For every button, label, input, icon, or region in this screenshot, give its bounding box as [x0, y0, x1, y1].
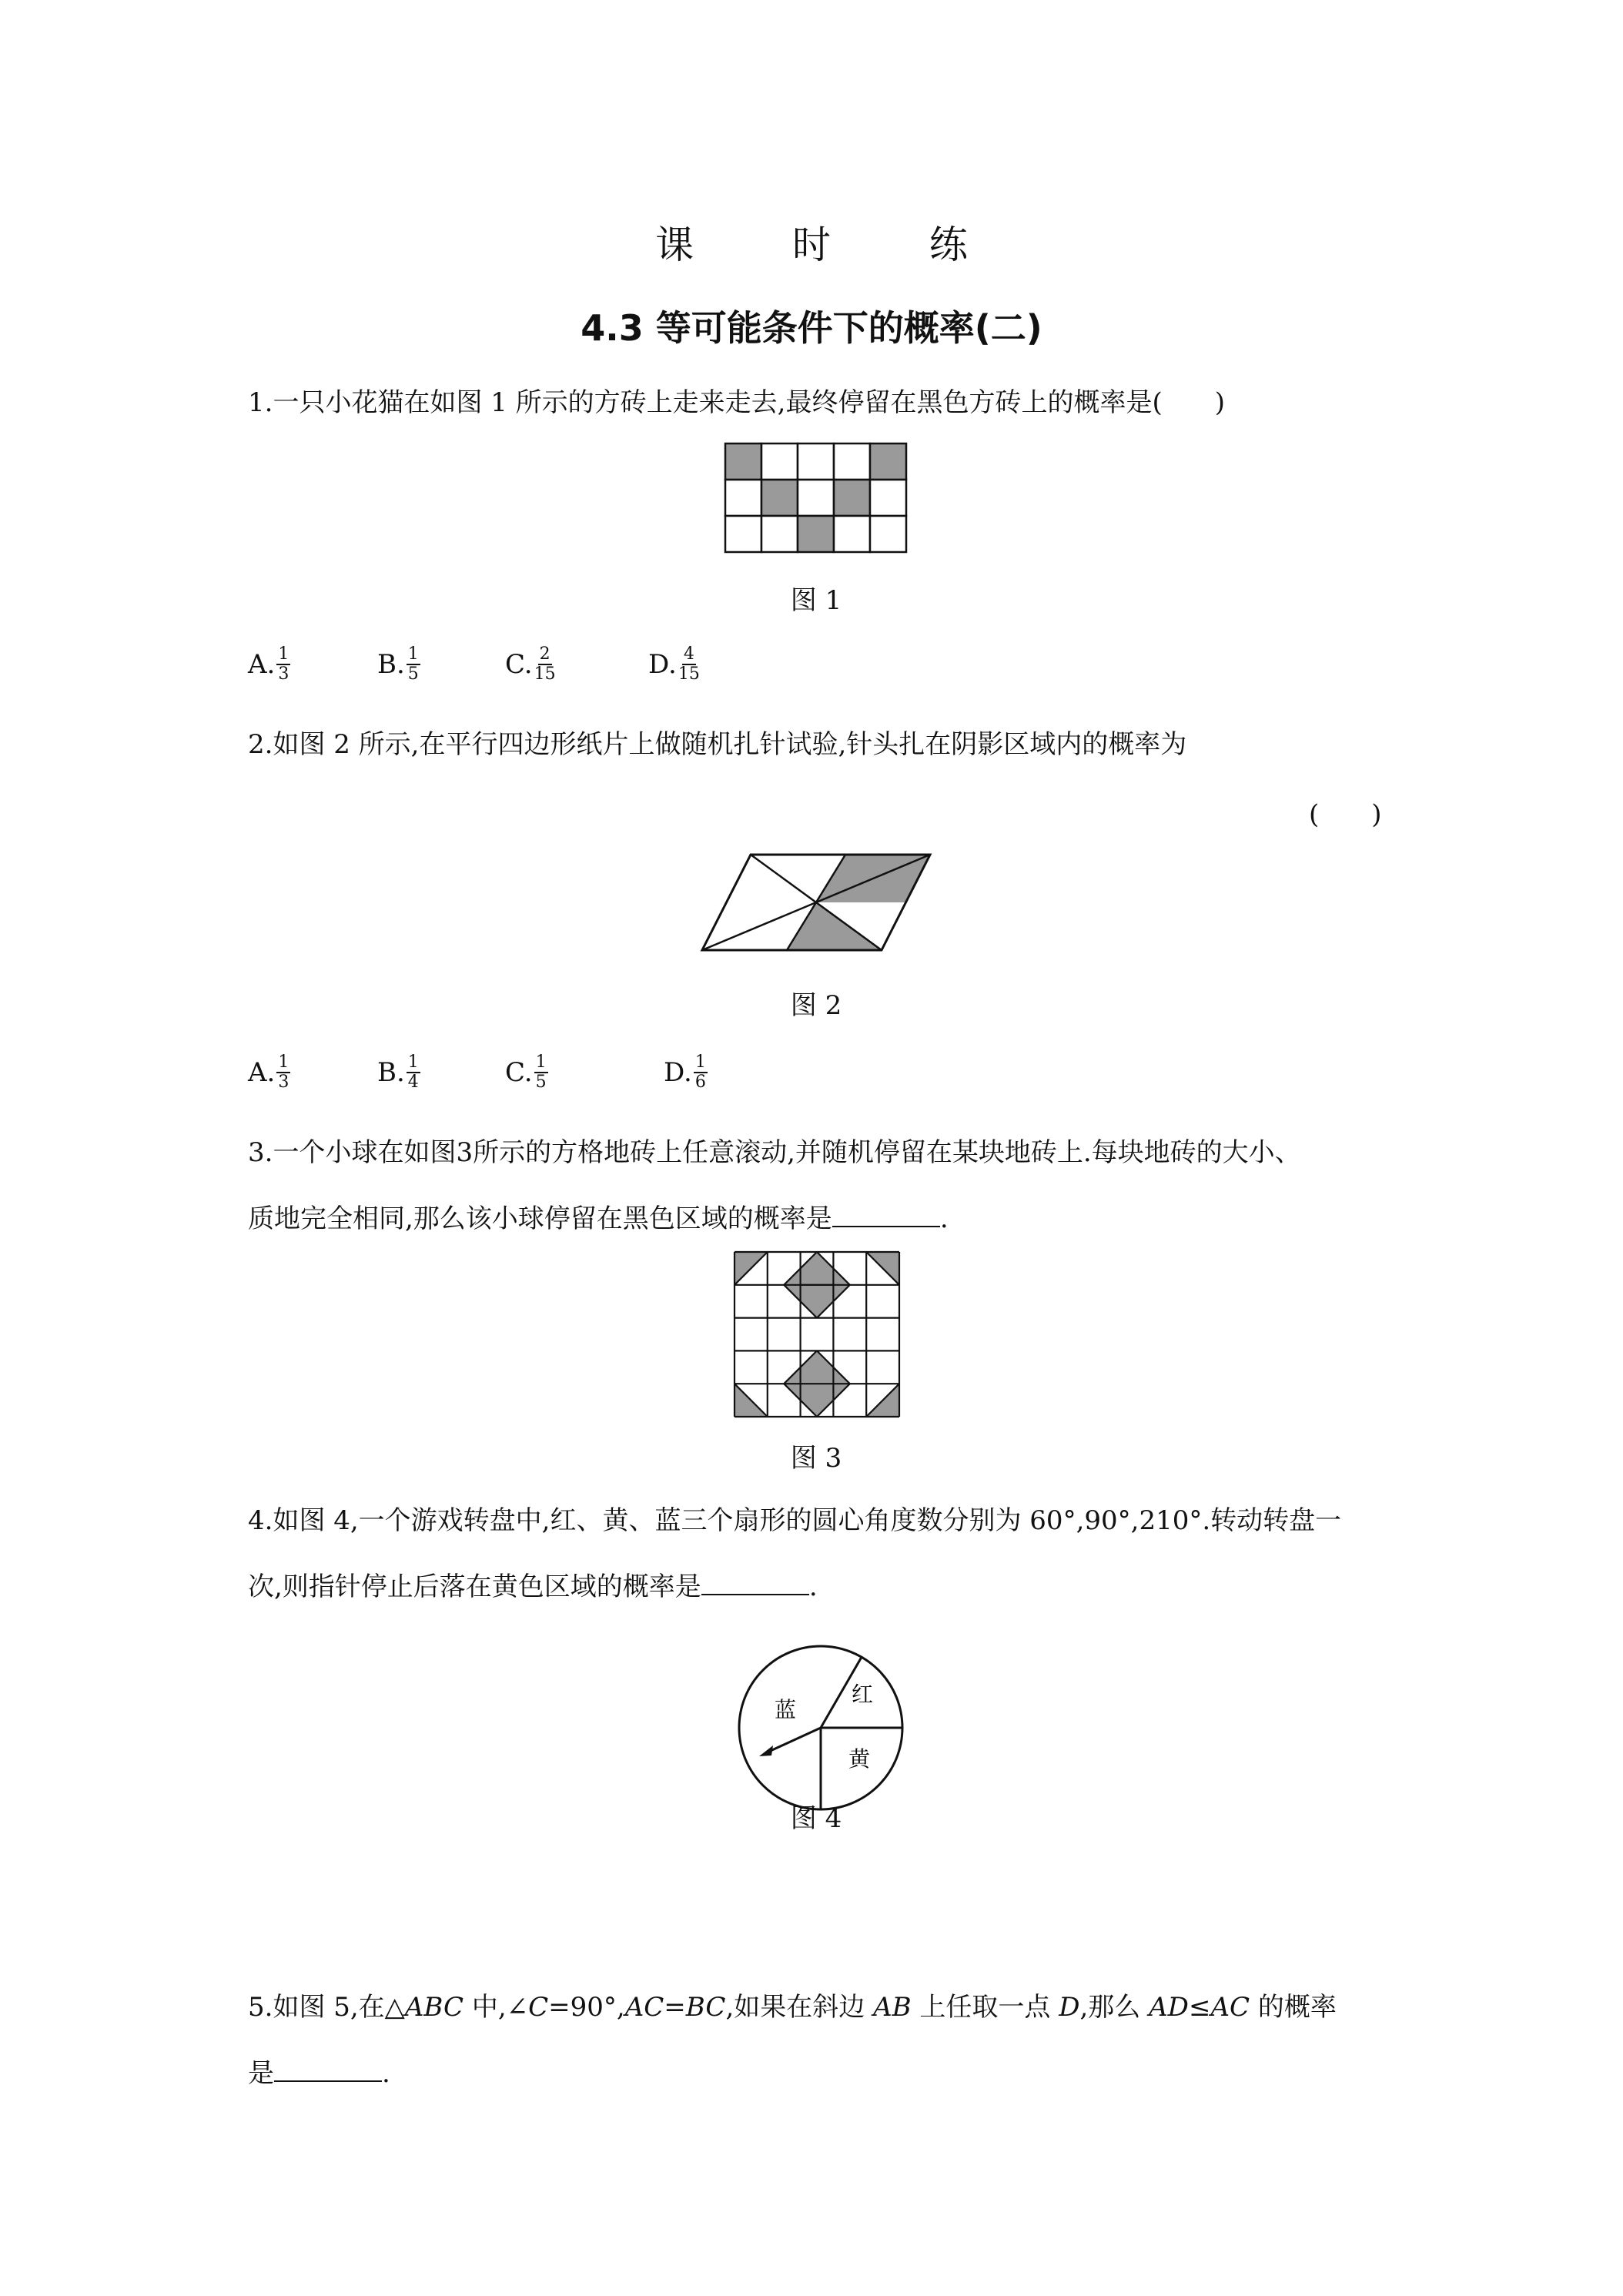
- answer-blank[interactable]: [274, 2057, 382, 2082]
- variable: C: [528, 1992, 549, 2023]
- variable: D: [1059, 1992, 1080, 2023]
- text-segment: 上任取一点: [911, 1992, 1059, 2023]
- variable: AD: [1149, 1992, 1189, 2023]
- figure-2-caption: 图 2: [790, 990, 842, 1021]
- grid-tile: [870, 516, 906, 552]
- grid-tile: [870, 480, 906, 516]
- denominator: 5: [407, 664, 419, 684]
- variable: AC: [1210, 1992, 1250, 2023]
- question-3-line-2: [248, 1201, 1387, 1237]
- period: .: [939, 1203, 949, 1234]
- question-1-text: 1.一只小花猫在如图 1 所示的方砖上走来走去,最终停留在黑色方砖上的概率是( ): [248, 387, 1226, 418]
- question-3-text: 质地完全相同,那么该小球停留在黑色区域的概率是: [248, 1203, 832, 1234]
- grid-tile: [798, 480, 834, 516]
- denominator: 3: [278, 1073, 289, 1092]
- grid-tile: [761, 443, 798, 480]
- variable: AC: [624, 1992, 664, 2023]
- text-segment: =: [664, 1992, 686, 2023]
- figure-4-spinner: [736, 1643, 905, 1812]
- option-fraction: [694, 1053, 708, 1092]
- variable: ABC: [404, 1992, 464, 2023]
- q1-option-a[interactable]: [248, 645, 290, 684]
- question-3-line-1: 3.一个小球在如图3所示的方格地砖上任意滚动,并随机停留在某块地砖上.每块地砖的大小、: [248, 1137, 1301, 1168]
- denominator: 6: [694, 1073, 706, 1092]
- figure-3-caption: 图 3: [790, 1443, 842, 1474]
- label-red: 红: [851, 1682, 874, 1707]
- denominator: 15: [678, 664, 700, 684]
- option-fraction: [678, 645, 700, 684]
- option-label: D.: [664, 1057, 692, 1088]
- option-label: B.: [377, 1057, 405, 1088]
- period: .: [808, 1571, 818, 1602]
- denominator: 3: [278, 664, 289, 684]
- label-yellow: 黄: [848, 1746, 871, 1772]
- variable: BC: [685, 1992, 726, 2023]
- label-blue: 蓝: [774, 1697, 797, 1722]
- q2-option-a[interactable]: [248, 1053, 290, 1092]
- q1-option-d[interactable]: [648, 645, 700, 684]
- text-segment: ≤: [1188, 1992, 1211, 2023]
- option-label: C.: [505, 1057, 533, 1088]
- text-segment: ,如果在斜边: [725, 1992, 874, 2023]
- grid-tile: [834, 480, 870, 516]
- option-fraction: [276, 645, 290, 684]
- question-5-line-1: [248, 1990, 1387, 2025]
- grid-tile: [725, 516, 761, 552]
- q2-option-b[interactable]: [377, 1053, 420, 1092]
- question-5-text: 是: [248, 2058, 274, 2089]
- denominator: 15: [534, 664, 556, 684]
- question-5-line-2: [248, 2056, 1387, 2091]
- numerator: 1: [407, 644, 419, 664]
- option-fraction: [276, 1053, 290, 1092]
- period: .: [382, 2058, 390, 2089]
- grid-tile: [761, 480, 798, 516]
- denominator: 5: [535, 1073, 547, 1092]
- numerator: 1: [278, 644, 289, 664]
- figure-1-caption: 图 1: [790, 585, 842, 616]
- option-label: D.: [648, 649, 677, 680]
- question-4-line-1: 4.如图 4,一个游戏转盘中,红、黄、蓝三个扇形的圆心角度数分别为 60°,90°,210°.转动转盘一: [248, 1505, 1342, 1536]
- grid-tile: [725, 443, 761, 480]
- grid-tile: [834, 443, 870, 480]
- option-label: A.: [248, 649, 276, 680]
- answer-parentheses: ( ): [1309, 799, 1382, 830]
- answer-blank[interactable]: [701, 1571, 809, 1595]
- text-segment: =90°,: [548, 1992, 625, 2023]
- grid-tile: [798, 516, 834, 552]
- text-segment: 的概率: [1250, 1992, 1337, 2023]
- option-label: C.: [505, 649, 533, 680]
- grid-tile: [798, 443, 834, 480]
- option-label: A.: [248, 1057, 276, 1088]
- figure-2-parallelogram: [701, 852, 932, 953]
- option-fraction: [407, 645, 420, 684]
- grid-tile: [834, 516, 870, 552]
- question-2-text: 2.如图 2 所示,在平行四边形纸片上做随机扎针试验,针头扎在阴影区域内的概率为: [248, 729, 1187, 760]
- answer-blank[interactable]: [832, 1203, 940, 1227]
- question-4-text: 次,则指针停止后落在黄色区域的概率是: [248, 1571, 701, 1602]
- numerator: 1: [278, 1053, 289, 1072]
- numerator: 1: [535, 1053, 547, 1072]
- figure-4-caption: 图 4: [790, 1803, 842, 1834]
- q2-option-d[interactable]: [664, 1053, 708, 1092]
- figure-3-tile-floor: [733, 1250, 901, 1418]
- numerator: 1: [407, 1053, 419, 1072]
- option-label: B.: [377, 649, 405, 680]
- numerator: 2: [539, 644, 550, 664]
- option-fraction: [407, 1053, 420, 1092]
- text-segment: 5.如图 5,在△: [248, 1992, 405, 2023]
- numerator: 1: [694, 1053, 706, 1072]
- grid-tile: [761, 516, 798, 552]
- grid-tile: [725, 480, 761, 516]
- grid-tile: [870, 443, 906, 480]
- section-title: 4.3 等可能条件下的概率(二): [581, 307, 1042, 349]
- option-fraction: [534, 645, 556, 684]
- denominator: 4: [407, 1073, 419, 1092]
- text-segment: 中,∠: [463, 1992, 529, 2023]
- variable: AB: [873, 1992, 912, 2023]
- q1-option-b[interactable]: [377, 645, 420, 684]
- question-4-line-2: [248, 1569, 1387, 1605]
- option-fraction: [534, 1053, 548, 1092]
- figure-1-tile-grid: [724, 442, 909, 554]
- q1-option-c[interactable]: [505, 645, 556, 684]
- text-segment: ,那么: [1079, 1992, 1149, 2023]
- q2-option-c[interactable]: [505, 1053, 548, 1092]
- numerator: 4: [683, 644, 694, 664]
- page-title: 课 时 练: [655, 223, 1011, 267]
